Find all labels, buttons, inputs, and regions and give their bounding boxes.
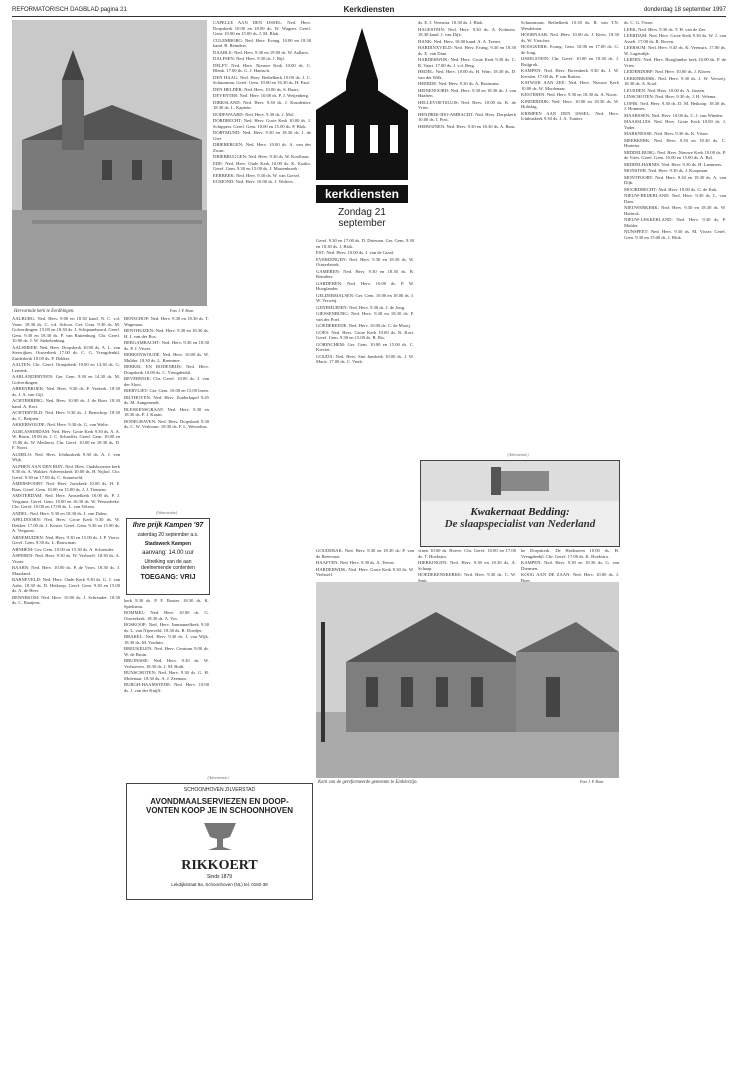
column-entry: NIEUW-LEKKERLAND: Ned. Herv. 9.30 ds. P. Mulder. xyxy=(624,217,726,228)
ad3-brand: RIKKOERT xyxy=(181,858,258,873)
column-entry: ALBLASSERDAM: Ned. Herv. Grote Kerk 9.30 ds. A. A. W. Bruin. 19.00 ds. J. C. Schaeffer. Geref. Gem. 10.00 en 15.00 ds. W. Methorst. Chr. Geref. 10.00 en 18.30 ds. D. F. Noort. xyxy=(12,428,120,450)
column-entry: LEIDERDORP: Ned. Herv. 10.00 ds. J. Klaver. xyxy=(624,69,712,74)
column-entry: MIDDELBURG: Ned. Herv. Nieuwe Kerk 10.00 ds. P. de Vries. Geref. Gem. 10.00 en 15.00 ds. A. Bel. xyxy=(624,149,726,160)
ad-kampen xyxy=(126,518,210,595)
column-entry: HENDRIK-IDO-AMBACHT: Ned. Herv. Dorpskerk 10.00 ds. I. Post. xyxy=(418,111,516,122)
column-entry: LEERDAM: Ned. Herv. Grote Kerk 9.30 ds. W. J. van Asselt. 17.00 ds. R. Boven. xyxy=(624,33,726,44)
ad3-address: Lekdijkstraat 8a, Schoonhoven (NL) tel. 0182-38 xyxy=(171,882,268,887)
photo-church-2 xyxy=(316,582,619,778)
column-entry: GELDERMALSEN: Ger. Gem. 10.00 en 18.00 ds. J. W. Verweij. xyxy=(316,292,414,303)
logo-title: kerkdiensten xyxy=(316,185,408,203)
column-entry: BENNEKOM: Ned. Herv. 10.00 ds. J. Schreuder. 18.30 ds. C. Baaijens. xyxy=(12,594,120,605)
ad2-name: Kwakernaat Bedding: xyxy=(470,506,570,518)
column-entry: GOEDEREEDE: Ned. Herv. 10.00 ds. C. de Mooij. xyxy=(316,323,412,328)
column-entry: HANK: Ned. Herv. 10.00 kand. A. A. Teeuw. xyxy=(418,38,502,44)
column-entry: HARDINXVELD: Ned. Herv. Evang. 9.30 en 18.30 ds. E. van Dam. xyxy=(418,45,516,56)
column-entry: ARNHEM: Ger. Gem. 10.00 en 15.30 ds. A. Schreuder. xyxy=(12,546,115,552)
column-entry: LINSCHOTEN: Ned. Herv. 9.30 ds. J. H. Velema. xyxy=(624,94,717,99)
ad-kwakernaat xyxy=(420,460,620,547)
column-entry: ke Dorpskerk. De Hoeksteen 10.00 ds. H. Vreugdenhil. Chr. Geref. 17.00 ds. K. Hoekstra. xyxy=(521,548,619,559)
column-1 xyxy=(12,316,120,1058)
column-entry: HAAFTEN: Ned. Herv. 9.30 ds. A. Teeuw. xyxy=(316,560,395,565)
column-entry: LEERSUM: Ned. Herv. 9.45 ds. K. Veenstra. 17.00 ds. W. Lagendijk. xyxy=(624,45,726,56)
column-entry: LEKKERKERK: Ned. Herv. 9.30 ds. J. W. Verweij. 18.30 ds. A. Kool. xyxy=(624,75,726,86)
column-entry: AKKERWOUDE: Ned. Herv. 9.30 ds. G. van Welie. xyxy=(12,422,109,427)
column-entry: LOPIK: Ned. Herv. 9.30 ds. D. M. Heikoop. 18.30 ds. J. Hommes. xyxy=(624,100,726,111)
column-entry: APELDOORN: Ned. Herv. Grote Kerk 9.30 ds. W. Dekker. 17.00 ds. J. Koster. Geref. Gem. 9.30 en 15.00 ds. A. Vergunst. xyxy=(12,517,120,533)
photo1-credit: Foto J. F. Bonn xyxy=(170,309,194,313)
column-entry: ds. C. G. Visser. xyxy=(624,20,654,25)
column-entry: ASPEREN: Ned. Herv. 9.30 ds. W. Verhoeff. 18.30 ds. A. Visser. xyxy=(12,553,120,564)
column-entry: HARDERWIJK: Ned. Herv. Grote Kerk 9.30 ds. W. Verhoeff. xyxy=(316,566,414,577)
column-2b xyxy=(124,598,209,768)
column-entry: BOMMEL: Ned. Herv. 10.00 ds. G. Ouwerkerk. 18.30 ds. A. Vos. xyxy=(124,610,209,621)
column-entry: BERKEL EN RODENRIJS: Ned. Herv. Dorpskerk 10.00 ds. C. Vreugdenhil. xyxy=(124,364,209,375)
column-entry: NIEUWERKERK: Ned. Herv. 9.30 en 18.30 ds. W. Harinck. xyxy=(624,205,726,216)
column-entry: AALBURG: Ned. Herv. 9.00 en 18.30 kand. N. C. v.d. Vaart. 18.30 ds. C. v.d. Schoor. Ger. Gem. 9.30 ds. M. Golverdingen. 15.00 en 18.30 ds. J. Schipaanboord. Geref. Gem. 9.30 en 18.30 ds. P. van Ruitenburg. Chr. Geref. 10.00 ds. J. W. Stekelenburg. xyxy=(12,316,120,343)
column-entry: ALPHEN AAN DEN RIJN: Ned. Herv. Oudshoornse kerk 9.30 ds. A. Wakker. Adventskerk 10.00 ds. H. Nijhof. Chr. Geref. 9.30 en 17.00 ds. C. Sonneveld. xyxy=(12,463,120,480)
column-5 xyxy=(418,20,516,448)
column-entry: DEN HAAG: Ned. Herv. Bethelkerk 10.00 ds. J. C. Schuurman. Geref. Gem. 10.00 en 16.30 ds. H. Paul. xyxy=(213,74,311,85)
column-entry: DRIEBERGEN: Ned. Herv. 10.00 ds. A. van der Zwan. xyxy=(213,142,311,153)
column-entry: GIESSENBURG: Ned. Herv. 9.30 en 18.30 ds. P. van der Poel. xyxy=(316,311,414,322)
header-newspaper: REFORMATORISCH DAGBLAD pagina 21 xyxy=(12,7,127,13)
column-entry: GORINCHEM: Ger. Gem. 10.00 en 15.00 ds. C. Kieviet. xyxy=(316,341,414,352)
column-entry: HELLEVOETSLUIS: Ned. Herv. 10.00 ds. K. de Vries. xyxy=(418,99,516,110)
column-entry: KESTEREN: Ned. Herv. 9.30 en 18.30 ds. A. Noort. xyxy=(521,92,618,97)
column-6b xyxy=(521,548,619,583)
header-date: donderdag 18 september 1997 xyxy=(643,7,726,13)
column-entry: BODEGRAVEN: Ned. Herv. Dorpskerk 9.30 ds. C. W. Verboom. 18.30 ds. F. L. Wesselius. xyxy=(124,418,209,429)
column-entry: DALFSEN: Ned. Herv. 9.30 ds. J. Bijl. xyxy=(213,56,285,61)
ad1-label: (Advertentie) xyxy=(155,510,178,515)
column-entry: EVERDINGEN: Ned. Herv. 9.30 en 18.30 ds. W. Oosterbroek. xyxy=(316,256,414,267)
column-entry: LEEK: Ned. Herv. 9.30 ds. T. H. van de Zee. xyxy=(624,26,707,32)
column-entry: EERBEEK: Ned. Herv. 9.30 ds. W. van Gorsel. xyxy=(213,172,301,178)
column-entry: DAARLE: Ned. Herv. 9.30 en 19.00 ds. W. Aalbers. xyxy=(213,49,310,55)
column-3 xyxy=(213,20,311,768)
column-entry: BENTHUIZEN: Ned. Herv. 9.30 en 18.30 ds. H. J. van der Ros. xyxy=(124,328,209,339)
column-entry: DEN HELDER: Ned. Herv. 10.00 ds. S. Baars. xyxy=(213,86,300,92)
column-entry: LEUSDEN: Ned. Herv. 10.00 ds. A. Jansen. xyxy=(624,87,706,93)
column-entry: CULEMBORG: Ned. Herv. Evang. 10.00 en 18.30 kand. B. Reinders. xyxy=(213,37,311,48)
column-entry: HEINENOORD: Ned. Herv. 9.30 en 18.30 ds. J. van Haaften. xyxy=(418,87,516,98)
column-entry: NIEUW-BEIJERLAND: Ned. Herv. 9.30 ds. L. van Dam. xyxy=(624,193,726,204)
ad1-line7: TOEGANG: VRIJ xyxy=(140,574,196,581)
column-entry: HARDERWIJK: Ned. Herv. Grote Kerk 9.30 ds. C. R. Vaart. 17.00 ds. J. v.d. Berg. xyxy=(418,57,516,68)
photo-church-1 xyxy=(12,20,207,306)
column-entry: HOOGKERK: Evang. Gem. 10.00 en 17.00 ds. G. de Jong. xyxy=(521,44,619,55)
column-entry: MAARSSEN: Ned. Herv. 10.00 ds. C. J. van Winden. xyxy=(624,112,724,118)
column-5b xyxy=(418,548,516,583)
column-entry: KAMPEN: Ned. Herv. 9.30 en 18.30 ds. G. van Diermen. xyxy=(521,560,619,571)
column-entry: HIERKINGEN: Ned. Herv. 9.30 en 18.30 ds. A. Schaap. xyxy=(418,560,516,571)
ad1-line2: zaterdag 20 september a.s. xyxy=(137,532,199,538)
column-entry: BAARN: Ned. Herv. 10.00 ds. P. de Vries. 18.30 ds. J. Maasland. xyxy=(12,565,120,576)
column-entry: AMSTERDAM: Ned. Herv. Amstelkerk 10.00 ds. P. J. Vergunst. Geref. Gem. 10.00 en 16.30 ds. W. Westerbeke. Chr. Geref. 10.00 en 17.00 ds. L. van Velzen. xyxy=(12,493,120,509)
church-photo-1 xyxy=(12,20,207,306)
column-entry: ALMELO: Ned. Herv. Ichthuskerk 9.30 ds. A. J. van Wijk. xyxy=(12,451,120,462)
column-entry: kerk 9.30 ds. P. F. Bouter. 18.30 ds. K. Spieksma. xyxy=(124,598,209,609)
column-entry: DORDRECHT: Ned. Herv. Grote Kerk 10.00 ds. J. Schippers. Geref. Gem. 10.00 en 15.00 ds. P. Blok. xyxy=(213,118,311,129)
column-entry: ARNEMUIDEN: Ned. Herv. 9.30 en 15.00 ds. J. P. Vierw. Geref. Gem. 9.30 ds. L. Bouwman. xyxy=(12,534,120,545)
column-entry: DRIEBRUGGEN: Ned. Herv. 9.30 ds. W. Koolhaas. xyxy=(213,154,310,159)
column-entry: BENSCHOP: Ned. Herv. 9.30 en 18.30 ds. T. Wagenaar. xyxy=(124,316,209,327)
ad3-since: Sinds 1879 xyxy=(206,874,233,880)
column-entry: GOUDERAK: Ned. Herv. 9.30 en 18.30 ds. P. van de Breevaart. xyxy=(316,548,414,559)
column-entry: MOORDRECHT: Ned. Herv. 10.00 ds. G. de Kok. xyxy=(624,186,718,192)
ad1-line1: Ihre prijk Kampen '97 xyxy=(132,522,204,529)
column-entry: EDE: Ned. Herv. Oude Kerk 10.00 ds. K. Exalto. Geref. Gem. 9.30 en 15.00 ds. J. Mastenbroek. xyxy=(213,160,311,171)
ad3-headline1: AVONDMAALSERVIEZEN EN DOOP- xyxy=(150,797,289,806)
ad2-label: (Advertentie) xyxy=(507,452,529,457)
column-entry: EST: Ned. Herv. 10.00 ds. J. van de Graaf. xyxy=(316,250,395,255)
column-entry: MIDDELHARNIS: Ned. Herv. 9.30 ds. H. Lammers. xyxy=(624,161,723,167)
ad1-line3: Stadswerk Kampen xyxy=(144,541,192,547)
column-entry: BEVERWIJK: Chr. Geref. 10.00 ds. J. van der Sloot. xyxy=(124,376,209,387)
column-entry: MONSTER: Ned. Herv. 9.30 ds. J. Koopman. xyxy=(624,168,709,173)
column-entry: AALSMEER: Ned. Herv. Dorpskerk 10.00 ds. A. L. van Stetwijken. Oosterkerk 17.00 ds. C. G. Vreugdenhil. Zuiderkerk 10.00 ds. P. Dekker. xyxy=(12,344,120,361)
column-entry: ACHTERVELD: Ned. Herv. 9.30 ds. J. Benschop. 18.30 ds. C. Reijnen. xyxy=(12,410,120,421)
column-entry: BRAKEL: Ned. Herv. 9.30 ds. J. van Wijk. 18.30 ds. M. Verduin. xyxy=(124,634,209,645)
kerkdiensten-logo xyxy=(316,20,408,232)
bed-icon xyxy=(421,461,619,501)
column-entry: Geref. 9.30 en 17.00 ds. D. Driessen. Ger. Gem. 9.30 en 18.30 ds. J. Blok. xyxy=(316,238,414,249)
header-section: Kerkdiensten xyxy=(343,5,395,14)
column-entry: MAASSLUIS: Ned. Herv. Grote Kerk 10.00 ds. J. Vader. xyxy=(624,119,726,130)
ad3-label: (Advertentie) xyxy=(207,775,229,780)
header-rule xyxy=(12,16,726,17)
column-entry: IJSSELSTEIN: Chr. Geref. 10.00 en 18.30 ds. J. Ruijgrok. xyxy=(521,56,619,67)
ad3-headline2: VONTEN KOOP JE IN SCHOONHOVEN xyxy=(146,806,293,815)
column-entry: HAGESTEIN: Ned. Herv. 9.30 ds. A. Kolmers. 18.30 kand. J. van Dijk. xyxy=(418,26,516,37)
column-entry: HERWIJNEN: Ned. Herv. 9.30 en 18.30 ds. A. Baas. xyxy=(418,123,516,129)
church-silhouette-icon xyxy=(316,20,408,180)
column-entry: AARLANDERVEEN: Ger. Gem. 9.30 en 14.30 ds. M. Golverdingen. xyxy=(12,374,120,385)
column-entry: BERKENWOUDE: Ned. Herv. 10.00 ds. W. Mulder. 18.30 ds. L. Bremmer. xyxy=(124,352,209,363)
column-entry: DORTMUND: Ned. Herv. 9.30 en 18.30 ds. J. de Gier. xyxy=(213,130,311,141)
column-entry: ABBENBROEK: Ned. Herv. 9.30 ds. F. Verkerk. 18.30 ds. J. A. van Gijl. xyxy=(12,386,120,397)
ad1-line4: aanvang: 14.00 uur xyxy=(142,550,194,556)
column-entry: DEVENTER: Ned. Herv. 10.00 ds. P. J. Weijenberg. xyxy=(213,93,310,98)
photo2-credit: Foto J. F. Bonn xyxy=(580,780,604,784)
column-entry: KATWIJK AAN ZEE: Ned. Herv. Nieuwe Kerk 10.00 ds. W. Moolenaar. xyxy=(521,80,619,91)
column-entry: NUNSPEET: Ned. Herv. 9.30 ds. M. Visser. Geref. Gem. 9.30 en 15.00 ds. J. Blok. xyxy=(624,229,726,240)
column-entry: DELFT: Ned. Herv. Nieuwe Kerk 10.00 ds. C. Blenk. 17.00 ds. G. J. Hamsch. xyxy=(213,62,311,73)
column-entry: vinen 10.00 ds. Hoeve. Chr. Geref. 10.00 en 17.00 ds. T. Hoekstra. xyxy=(418,548,516,559)
column-entry: KRIMPEN AAN DEN IJSSEL: Ned. Herv. Ichthuskerk 9.30 ds. J. A. Tuinier. xyxy=(521,110,619,121)
column-entry: HOORNAAR: Ned. Herv. 10.00 ds. J. Kiers. 18.30 ds. W. Visscher. xyxy=(521,32,619,43)
column-entry: BREUKELEN: Ned. Herv. Centrum 9.00 ds. W. de Bruin. xyxy=(124,646,209,657)
column-entry: BARNEVELD: Ned. Herv. Oude Kerk 9.30 ds. G. J. van Aalst. 18.30 ds. D. Heikoop. Geref. Gem. 9.30 en 15.00 ds. A. de Heer. xyxy=(12,577,120,593)
column-entry: HEERDE: Ned. Herv. 9.30 ds. A. Bruinsma. xyxy=(418,81,500,86)
column-entry: KINDERDIJK: Ned. Herv. 10.00 en 18.30 ds. W. Holtslag. xyxy=(521,98,619,109)
column-entry: LEIDEN: Ned. Herv. Hooglandse kerk 10.00 ds. P. de Vries. xyxy=(624,57,726,68)
column-entry: CAPELLE AAN DEN IJSSEL: Ned. Herv. Dorpskerk 10.00 en 18.00 ds. W. Wagner. Geref. Gem. 10.00 en 15.00 ds. J. M. Blok. xyxy=(213,20,311,36)
church-photo-2 xyxy=(316,582,619,778)
column-entry: KAMPEN: Ned. Herv. Bovenkerk 9.30 ds. J. W. Kersten. 17.00 ds. P. van Ruiten. xyxy=(521,68,619,79)
column-entry: GAMEREN: Ned. Herv. 9.30 en 18.30 ds. B. Reinders. xyxy=(316,268,414,279)
column-entry: HOEDEKENSKERKE: Ned. Herv. 9.30 ds. C. W. Smit. xyxy=(418,572,516,583)
column-entry: MARKNESSE: Ned. Herv. 9.30 ds. K. Visser. xyxy=(624,131,709,136)
ad-rikkoert xyxy=(126,783,313,900)
column-6 xyxy=(521,20,619,448)
column-entry: ANDEL: Ned. Herv. 9.30 en 18.30 ds. J. van Dalen. xyxy=(12,510,108,516)
photo1-caption: Hervormde kerk te Eerdbingen. xyxy=(14,309,75,314)
column-entry: GARDEREN: Ned. Herv. 10.00 ds. P. W. Hooglander. xyxy=(316,280,414,291)
chalice-icon xyxy=(190,819,250,853)
column-entry: HEDEL: Ned. Herv. 10.00 ds. H. Wim. 18.30 ds. D. van der Wilk. xyxy=(418,69,516,80)
logo-date: Zondag 21 september xyxy=(338,207,386,229)
column-4 xyxy=(316,238,414,448)
column-entry: GOES: Ned. Herv. Grote Kerk 10.00 ds. R. Kort. Geref. Gem. 9.30 en 15.00 ds. B. Ris. xyxy=(316,329,414,340)
column-entry: BIERVLIET: Ger. Gem. 10.00 en 15.00 lezen. xyxy=(124,388,210,393)
ad1-line6: deelnemende contenten xyxy=(141,565,195,571)
column-2 xyxy=(124,316,209,506)
column-entry: GOUDA: Ned. Herv. Sint Janskerk 10.00 ds. J. W. Maris. 17.00 ds. C. Vonk. xyxy=(316,353,414,364)
column-entry: ACHTERBERG: Ned. Herv. 10.00 ds. J. de Boer. 18.30 kand. A. Kort. xyxy=(12,398,120,409)
column-entry: EGMOND: Ned. Herv. 10.00 ds. J. Wolters. xyxy=(213,179,294,184)
column-entry: ds. E. J. Veenstra. 18.30 ds. J. Blok. xyxy=(418,20,484,25)
column-entry: MONTFOORT: Ned. Herv. 9.30 en 18.30 ds. A. van Dijk. xyxy=(624,174,726,185)
column-entry: BOSKOOP: Ned. Herv. Immanuelkerk 9.30 ds. L. van Nijenveld. 18.30 ds. R. Doedjer. xyxy=(124,622,209,633)
column-entry: BURGH-HAAMSTEDE: Ned. Herv. 10.00 ds. J. van der Knijff. xyxy=(124,682,209,693)
column-entry: AALTEN: Chr. Geref. Oranjekerk 10.00 en 14.30 ds. G. Lensink. xyxy=(12,362,120,373)
column-4b xyxy=(316,548,414,578)
photo2-caption: Kerk van de gereformeerde gemeente te Emblerzijn. xyxy=(318,780,418,785)
column-entry: Schuurmans. Bethelkerk 10.30 ds. R. van T.N. Wesdeinen. xyxy=(521,20,619,31)
column-entry: BUNSCHOTEN: Ned. Herv. 9.30 ds. G. H. Molenaar. 18.30 ds. A. J. Zeeman. xyxy=(124,670,209,681)
column-entry: DODEWAARD: Ned. Herv. 9.30 ds. J. Mol. xyxy=(213,111,295,117)
column-entry: BRUINISSE: Ned. Herv. 9.30 ds. W. Verhoeven. 18.30 ds. J. M. Both. xyxy=(124,658,209,669)
column-7 xyxy=(624,20,726,1060)
column-entry: KOOG AAN DE ZAAN: Ned. Herv. 10.00 ds. J. Boer. xyxy=(521,572,619,583)
ad2-slogan: De slaapspecialist van Nederland xyxy=(444,518,596,530)
column-entry: MEERKERK: Ned. Herv. 9.30 en 18.30 ds. C. Hurteau. xyxy=(624,137,726,148)
column-entry: DIRKSLAND: Ned. Herv. 9.30 ds. J. Kruidenier. 18.30 ds. L. Kaptein. xyxy=(213,99,311,110)
ad1-line5: Uitreiking van de aan xyxy=(144,559,192,565)
column-entry: BLESKENSGRAAF: Ned. Herv. 9.30 en 18.30 ds. P. J. Kraan. xyxy=(124,406,209,417)
column-entry: GENEMUIDEN: Ned. Herv. 9.30 ds. J. de Jong. xyxy=(316,304,406,310)
column-entry: BERGAMBACHT: Ned. Herv. 9.30 en 18.30 ds. P. J. Visser. xyxy=(124,340,209,351)
ad3-top: SCHOONHOVEN ZILVERSTAD xyxy=(183,787,256,793)
column-entry: BILTHOVEN: Ned. Herv. Zuiderkapel 9.45 ds. M. Aangenendt. xyxy=(124,394,209,405)
column-entry: AMERSFOORT: Ned. Herv. Joriskerk 10.00 ds. H. F. Baas. Geref. Gem. 10.00 en 15.00 ds. J. J. Tiemens. xyxy=(12,481,120,492)
